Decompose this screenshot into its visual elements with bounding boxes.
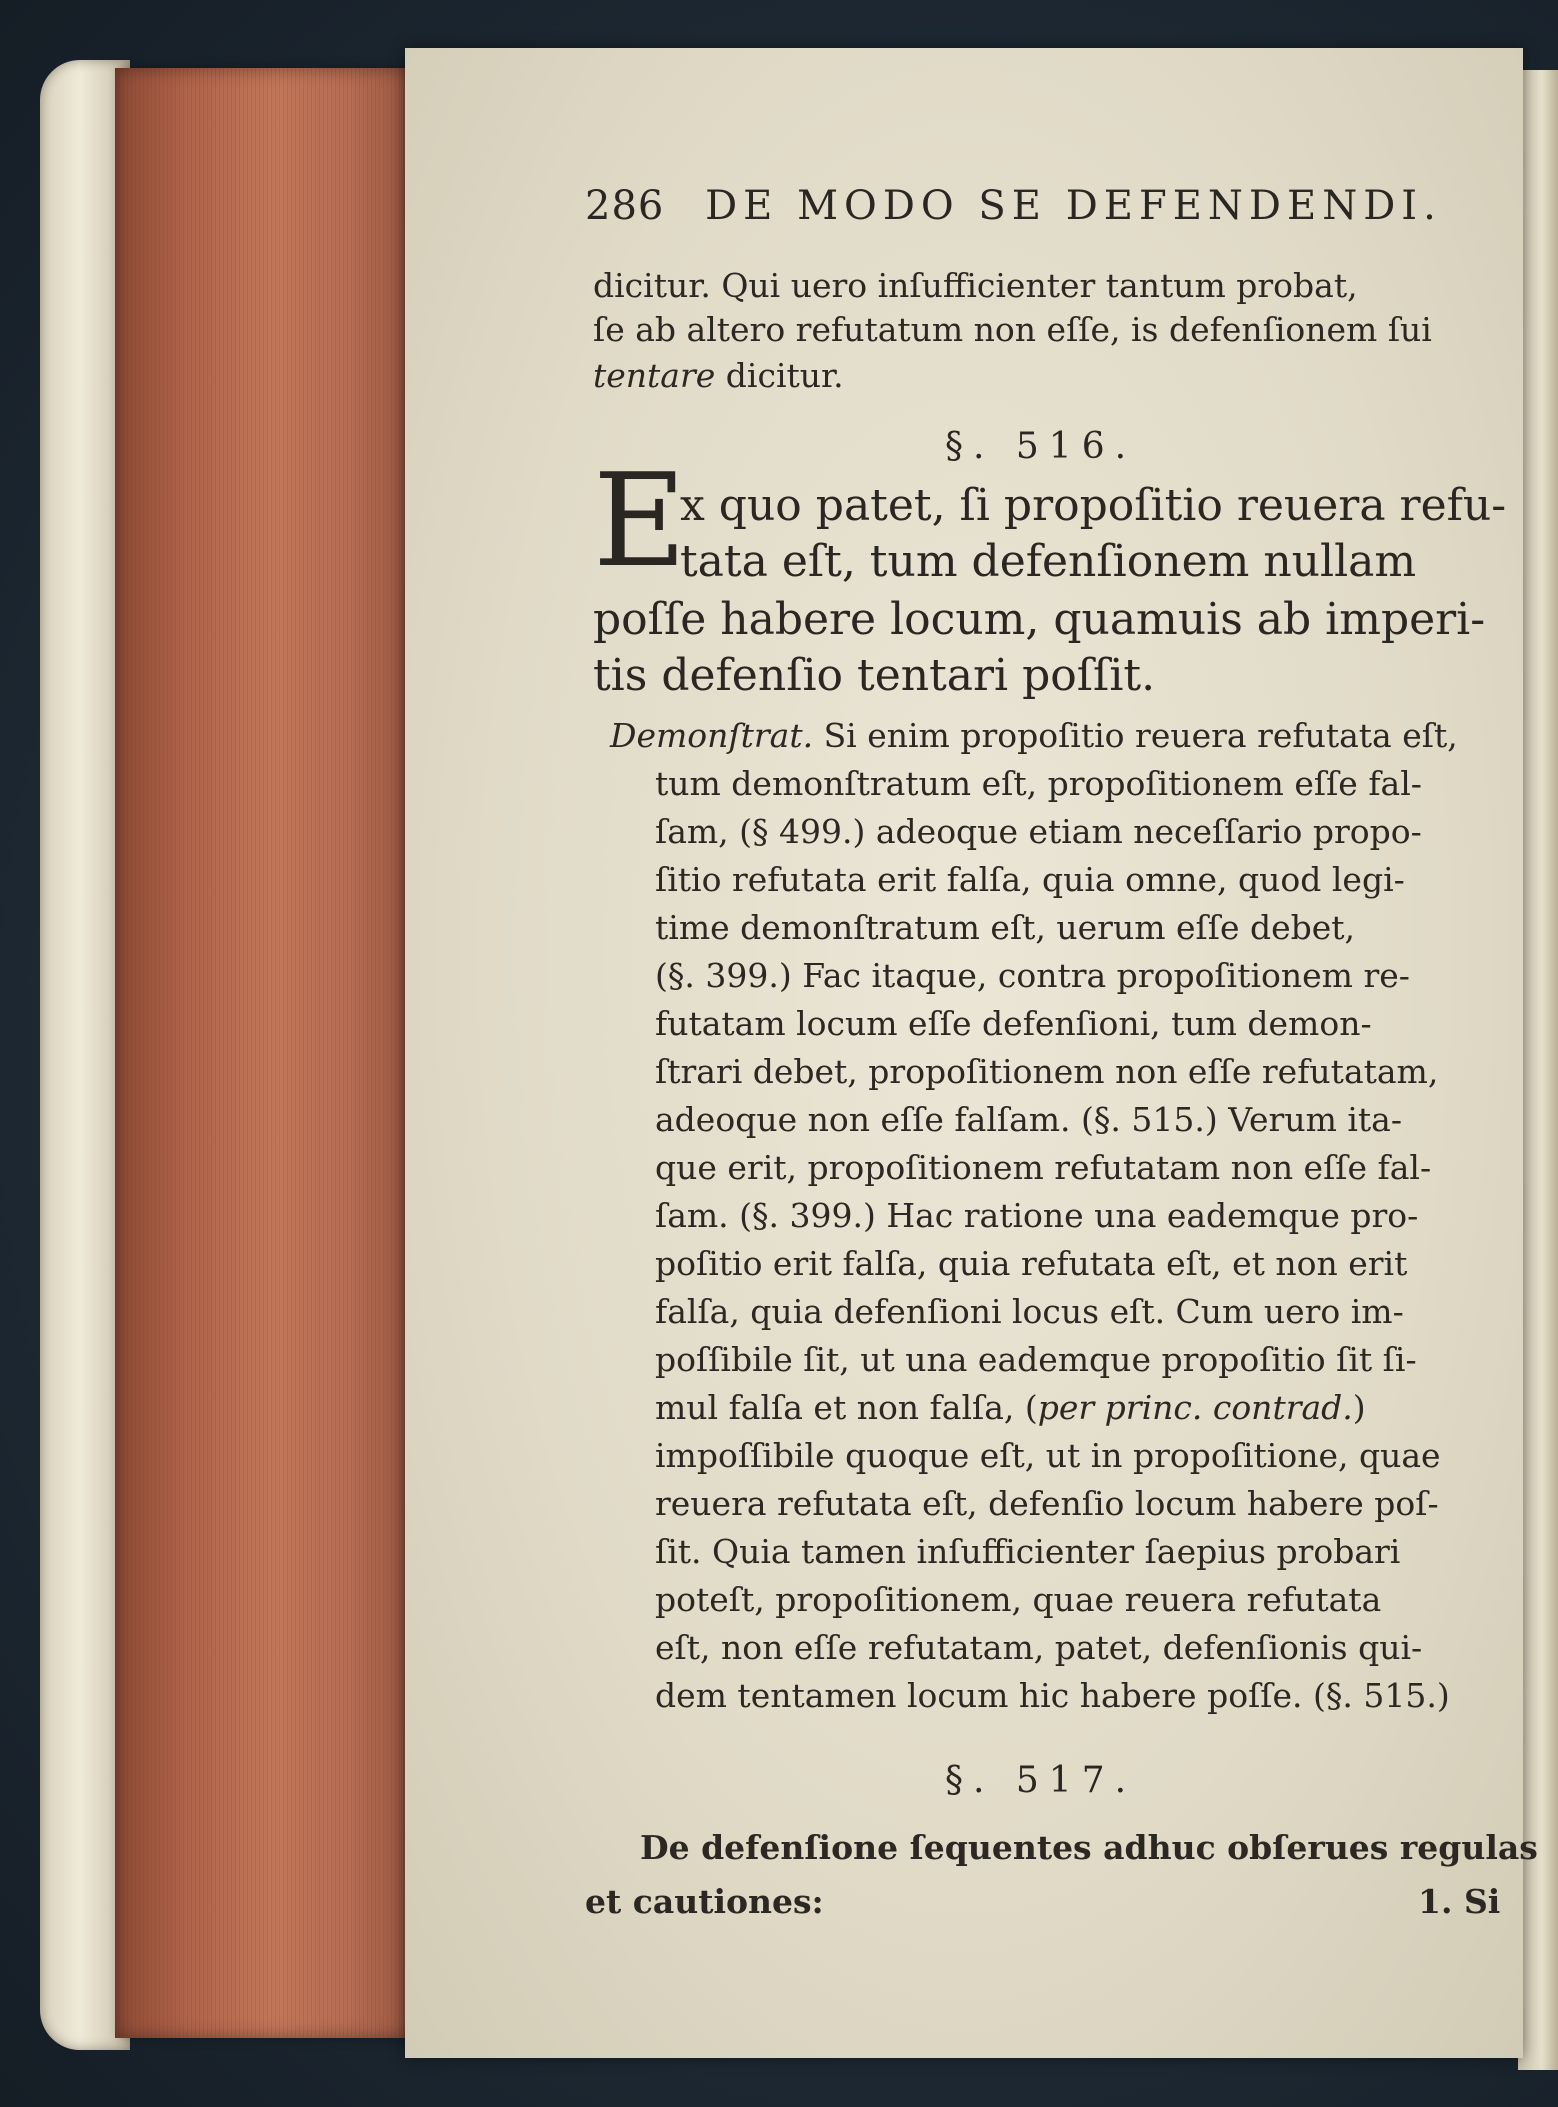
section-heading: §. 517. (945, 1760, 1137, 1801)
large-text-line: tis defenſio tentari poſſit. (593, 650, 1156, 701)
text-line: ſitio refutata erit falſa, quia omne, quod legi- (655, 860, 1405, 899)
text-line: De defenſione ſequentes adhuc obſerues regulas (640, 1828, 1538, 1867)
text-line: dicitur. Qui uero inſufficienter tantum probat, (593, 266, 1358, 305)
text-line (593, 356, 844, 396)
italic-word: tentare (593, 356, 716, 395)
page-number: 286 (585, 183, 665, 229)
demonstratio-label: Demonſtrat. (610, 716, 814, 755)
catchword: 1. Si (1418, 1882, 1501, 1921)
line-start: mul falſa et non falſa, ( (655, 1388, 1038, 1427)
text-line (655, 1388, 1366, 1428)
book-page (405, 48, 1538, 2058)
text-line: ſam, (§ 499.) adeoque etiam neceſſario propo- (655, 812, 1422, 851)
text-line: poſitio erit falſa, quia refutata eſt, et non erit (655, 1244, 1408, 1283)
text-line: impoſſibile quoque eſt, ut in propoſitione, quae (655, 1436, 1441, 1475)
text-line: reuera refutata eſt, defenſio locum habere poſ- (655, 1484, 1439, 1523)
line-rest: Si enim propoſitio reuera refutata eſt, (813, 716, 1458, 755)
text-line: que erit, propoſitionem refutatam non eſſe fal- (655, 1148, 1432, 1187)
text-line: ſam. (§. 399.) Hac ratione una eademque pro- (655, 1196, 1419, 1235)
text-line: time demonſtratum eſt, uerum eſſe debet, (655, 908, 1356, 947)
text-line: eſt, non eſſe refutatam, patet, defenſionis qui- (655, 1628, 1423, 1667)
text-line: futatam locum eſſe defenſioni, tum demon- (655, 1004, 1372, 1043)
book-cover-right (1518, 70, 1558, 2070)
italic-citation: per princ. contrad. (1037, 1388, 1353, 1427)
text-line: poſſibile ſit, ut una eademque propoſitio ſit ſi- (655, 1340, 1417, 1379)
text-line: tum demonſtratum eſt, propoſitionem eſſe fal- (655, 764, 1422, 803)
page-text (405, 48, 1538, 2058)
drop-cap: E (593, 447, 687, 596)
line-end: ) (1352, 1388, 1366, 1427)
page-edges (115, 68, 410, 2038)
line-rest: dicitur. (715, 356, 844, 395)
section-heading: §. 516. (945, 426, 1137, 467)
running-head (585, 183, 1535, 229)
text-line: (§. 399.) Fac itaque, contra propoſitionem re- (655, 956, 1410, 995)
large-text-line: poſſe habere locum, quamuis ab imperi- (593, 594, 1486, 645)
running-title: DE MODO SE DEFENDENDI. (705, 183, 1442, 229)
large-text-line: tata eſt, tum defenſionem nullam (680, 536, 1417, 587)
text-line: poteſt, propoſitionem, quae reuera refutata (655, 1580, 1382, 1619)
text-line: falſa, quia defenſioni locus eſt. Cum uero im- (655, 1292, 1404, 1331)
text-line: adeoque non eſſe falſam. (§. 515.) Verum ita- (655, 1100, 1403, 1139)
demonstratio-line (610, 716, 1458, 756)
text-line: ſe ab altero refutatum non eſſe, is defenſionem ſui (593, 310, 1432, 349)
text-line: dem tentamen locum hic habere poſſe. (§. 515.) (655, 1676, 1450, 1715)
text-line: et cautiones: (585, 1882, 824, 1921)
text-line: ſtrari debet, propoſitionem non eſſe refutatam, (655, 1052, 1439, 1091)
large-text-line: x quo patet, ſi propoſitio reuera refu- (680, 480, 1507, 531)
text-line: ſit. Quia tamen inſufficienter ſaepius probari (655, 1532, 1401, 1571)
